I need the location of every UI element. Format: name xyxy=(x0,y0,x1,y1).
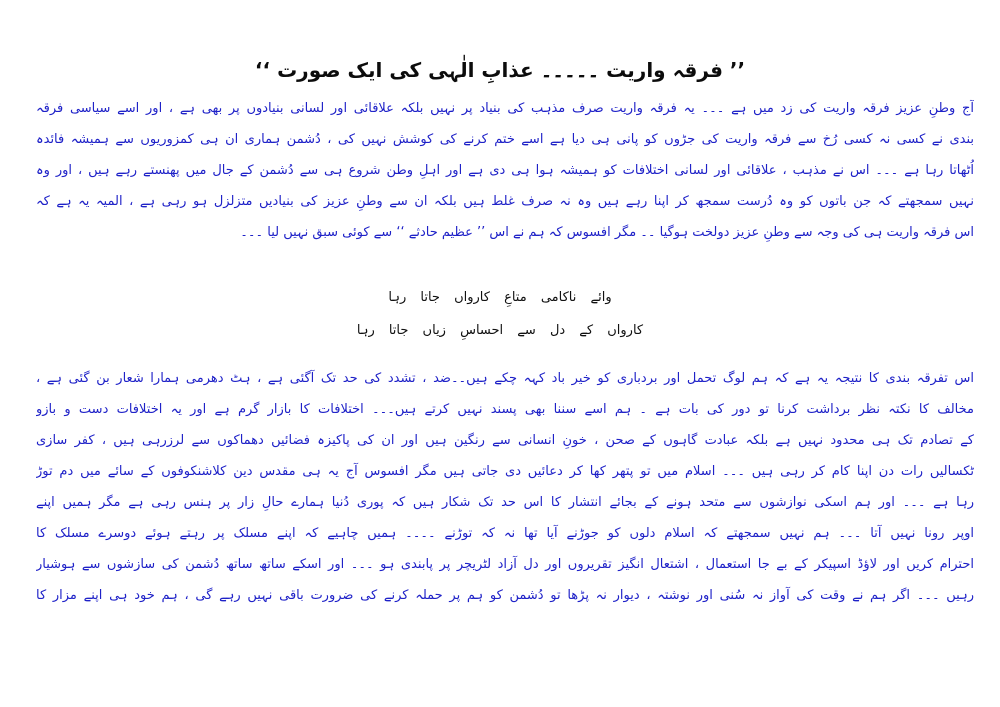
text-line: اس تفرقہ بندی کا نتیجہ یہ ہے کہ ہم لوگ تحمل اور بردباری کو خیر باد کہہ چکے ہیں۔۔ضد ، تشدد کی حد تک آگئی ہے ، ہٹ دھرمی ہمارا شعار بن گئی ہے ، xyxy=(36,371,974,386)
text-line: ٹکسالیں رات دن اپنا کام کر رہی ہیں ۔۔۔ اسلام میں تو پتھر کھا کر دعائیں دی جاتی ہیں مگر افسوس آج یہ ہی مقدس دین کلاشنکوفوں کے سائے میں دم توڑ xyxy=(36,464,974,479)
text-line: احترام کریں اور لاؤڈ اسپیکر کے بے جا استعمال ، اشتعال انگیز تقریروں اور دل آزاد لٹریچر پر پابندی ہو ۔۔۔ اور اسکے ساتھ ساتھ دُشمن کی سازشوں سے ہوشیار xyxy=(36,557,974,572)
text-line: بندی نے کسی نہ کسی رُخ سے فرقہ واریت کی جڑوں کو پانی ہی دیا ہے اسے ختم کرنے کی کوشش نہیں کی ، دُشمن ہماری ان ہی کمزوریوں سے ہمیشہ فائدہ xyxy=(36,132,974,147)
text-line: آج وطنِ عزیز فرقہ واریت کی زد میں ہے ۔۔۔ یہ فرقہ واریت صرف مذہب کی بنیاد پر نہیں بلکہ علاقائی اور لسانی بنیادوں پر بھی ہے ، اور اسے سیاسی فرقہ xyxy=(36,101,974,116)
text-line: اس فرقہ واریت ہی کی وجہ سے وطنِ عزیز دولخت ہوگیا ۔۔ مگر افسوس کہ ہم نے اس ’’ عظیم حادثے ‘‘ سے کوئی سبق نہیں لیا ۔۔۔ xyxy=(240,225,974,240)
text-line: اوپر رونا نہیں آتا ۔۔۔ ہم نہیں سمجھتے کہ اسلام دلوں کو جوڑنے آیا تھا نہ کہ توڑنے ۔۔۔۔ ہمیں چاہیے کہ اپنے مسلک پر رہتے ہوئے دوسرے مسلک کا xyxy=(36,526,974,541)
text-line: نہیں سمجھتے کہ جن باتوں کو وہ دُرست سمجھ کر اپنا رہے ہیں وہ نہ صرف غلط ہیں بلکہ ان سے وطنِ عزیز کی بنیادیں متزلزل ہو رہی ہے ، المیہ یہ ہے کہ xyxy=(36,194,974,209)
text-line: کے تصادم تک ہی محدود نہیں ہے بلکہ عبادت گاہوں کے صحن ، خونِ انسانی سے رنگین ہیں اور ان کی پاکیزہ فضائیں دھماکوں سے لرزرہی ہیں ، کفر سازی xyxy=(36,433,974,448)
paragraph-1 xyxy=(36,93,974,248)
paragraph-2 xyxy=(36,363,974,611)
verse-line-2: کارواں کے دل سے احساسِ زیاں جاتا رہا xyxy=(356,323,644,338)
verse-line-1: وائے ناکامی متاعِ کارواں جاتا رہا xyxy=(388,290,612,305)
text-line: اُٹھاتا رہا ہے ۔۔۔ اس نے مذہب ، علاقائی اور لسانی اختلافات کو ہمیشہ ہوا ہی دی ہے اور اہلِ وطن شروع ہی سے دُشمن کے جال میں پھنستے رہے ہیں ، اور وہ xyxy=(36,163,974,178)
text-line: رہیں ۔۔۔ اگر ہم نے وقت کی آواز نہ سُنی اور نوشتہ ، دیوار نہ پڑھا تو دُشمن کو ہم پر حملہ کرنے کی ضرورت باقی نہیں رہے گی ، ہم خود ہی اپنے مزار کا xyxy=(36,588,974,603)
text-line: مخالف کا نکتہ نظر برداشت کرنا تو دور کی بات ہے ۔ ہم اسے سننا بھی پسند نہیں کرتے ہیں۔۔۔ اختلافات کا بازار گرم ہے اور یہ اختلافات دست و بازو xyxy=(36,402,974,417)
text-line: رہا ہے ۔۔۔ اور ہم اسکی نوازشوں سے متحد ہونے کے بجائے انتشار کا اس حد تک شکار ہیں کہ پوری دُنیا ہمارے حالِ زار پر ہنس رہی ہے مگر ہمیں اپنے xyxy=(36,495,974,510)
page-title: ’’ فرقہ واریت ۔۔۔۔۔ عذابِ الٰہی کی ایک صورت ‘‘ xyxy=(254,58,746,82)
